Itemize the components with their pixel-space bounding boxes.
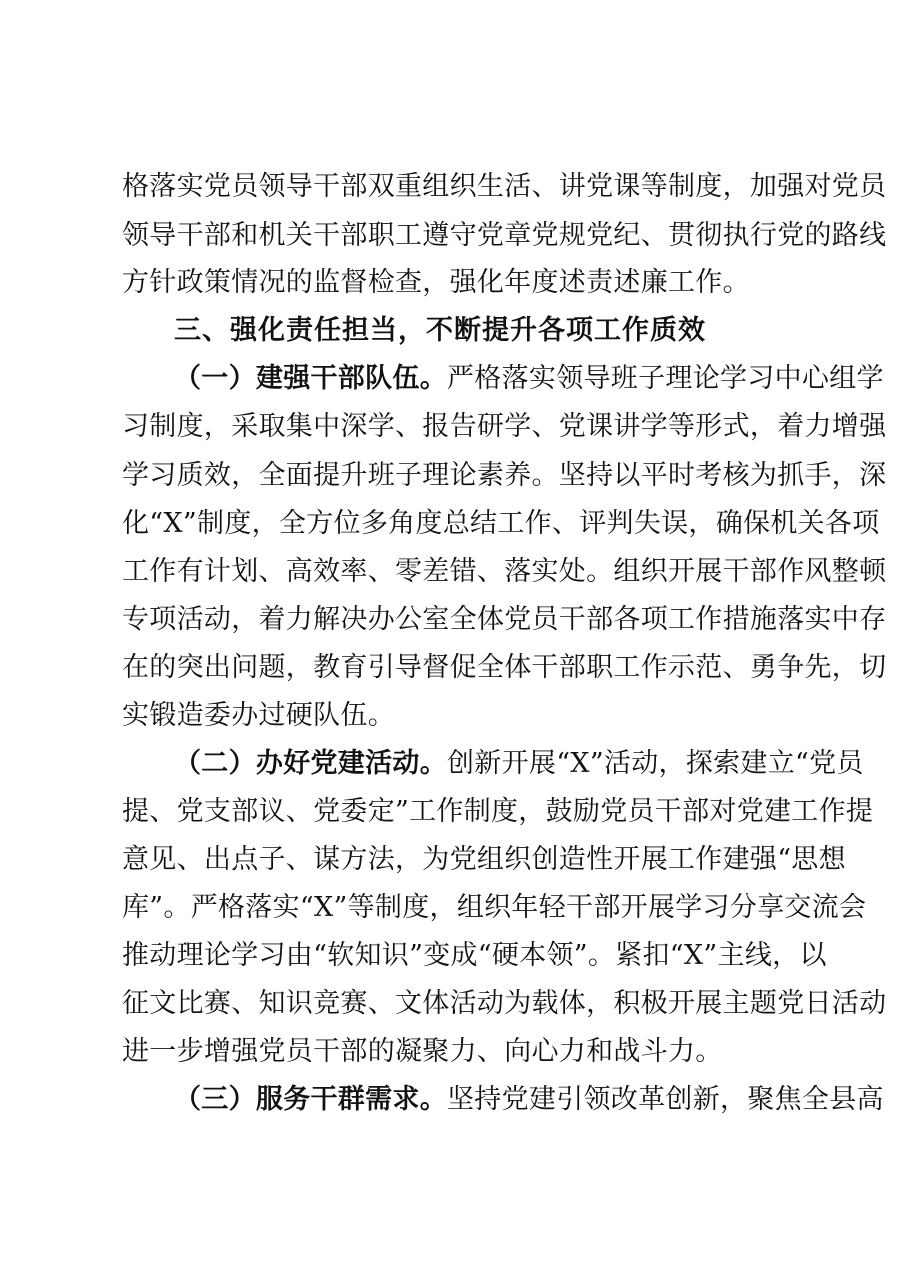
intro-line-3: 方针政策情况的监督检查，强化年度述责述廉工作。 <box>122 267 750 298</box>
paragraph-2-line: 提、党支部议、党委定”工作制度，鼓励党员干部对党建工作提 <box>122 796 874 827</box>
paragraph-1-line: 化“X”制度，全方位多角度总结工作、评判失误，确保机关各项 <box>122 508 880 539</box>
paragraph-1-line: 工作有计划、高效率、零差错、落实处。组织开展干部作风整顿 <box>122 556 887 587</box>
paragraph-1-line: 在的突出问题，教育引导督促全体干部职工作示范、勇争先，切 <box>122 652 887 683</box>
paragraph-2-line: 库”。严格落实“X”等制度，组织年轻干部开展学习分享交流会 <box>122 892 867 923</box>
paragraph-1-lead: （一）建强干部队伍。 <box>174 363 447 394</box>
paragraph-1-first-text: 严格落实领导班子理论学习中心组学 <box>447 363 884 394</box>
paragraph-2-line: 进一步增强党员干部的凝聚力、向心力和战斗力。 <box>122 1036 723 1067</box>
paragraph-1-line: 专项活动，着力解决办公室全体党员干部各项工作措施落实中存 <box>122 604 887 635</box>
paragraph-2-first-line <box>174 744 864 784</box>
paragraph-2-line: 征文比赛、知识竞赛、文体活动为载体，积极开展主题党日活动 <box>122 988 887 1019</box>
paragraph-3-first-line <box>174 1080 884 1120</box>
intro-line-1: 格落实党员领导干部双重组织生活、讲党课等制度，加强对党员 <box>122 171 887 202</box>
paragraph-1-line: 习制度，采取集中深学、报告研学、党课讲学等形式，着力增强 <box>122 411 887 442</box>
paragraph-2-line: 意见、出点子、谋方法，为党组织创造性开展工作建强“思想 <box>122 844 846 875</box>
paragraph-1-line: 学习质效，全面提升班子理论素养。坚持以平时考核为抓手，深 <box>122 460 887 491</box>
paragraph-3-first-text: 坚持党建引领改革创新，聚焦全县高 <box>447 1084 884 1115</box>
paragraph-2-lead: （二）办好党建活动。 <box>174 748 447 779</box>
paragraph-1-line: 实锻造委办过硬队伍。 <box>122 700 395 731</box>
intro-line-2: 领导干部和机关干部职工遵守党章党规党纪、贯彻执行党的路线 <box>122 220 887 251</box>
section-heading: 三、强化责任担当，不断提升各项工作质效 <box>174 315 706 346</box>
paragraph-3-lead: （三）服务干群需求。 <box>174 1084 447 1115</box>
paragraph-2-line: 推动理论学习由“软知识”变成“硬本领”。紧扣“X”主线，以 <box>122 940 827 971</box>
paragraph-1-first-line <box>174 359 884 399</box>
paragraph-2-first-text: 创新开展“X”活动，探索建立“党员 <box>447 748 864 779</box>
